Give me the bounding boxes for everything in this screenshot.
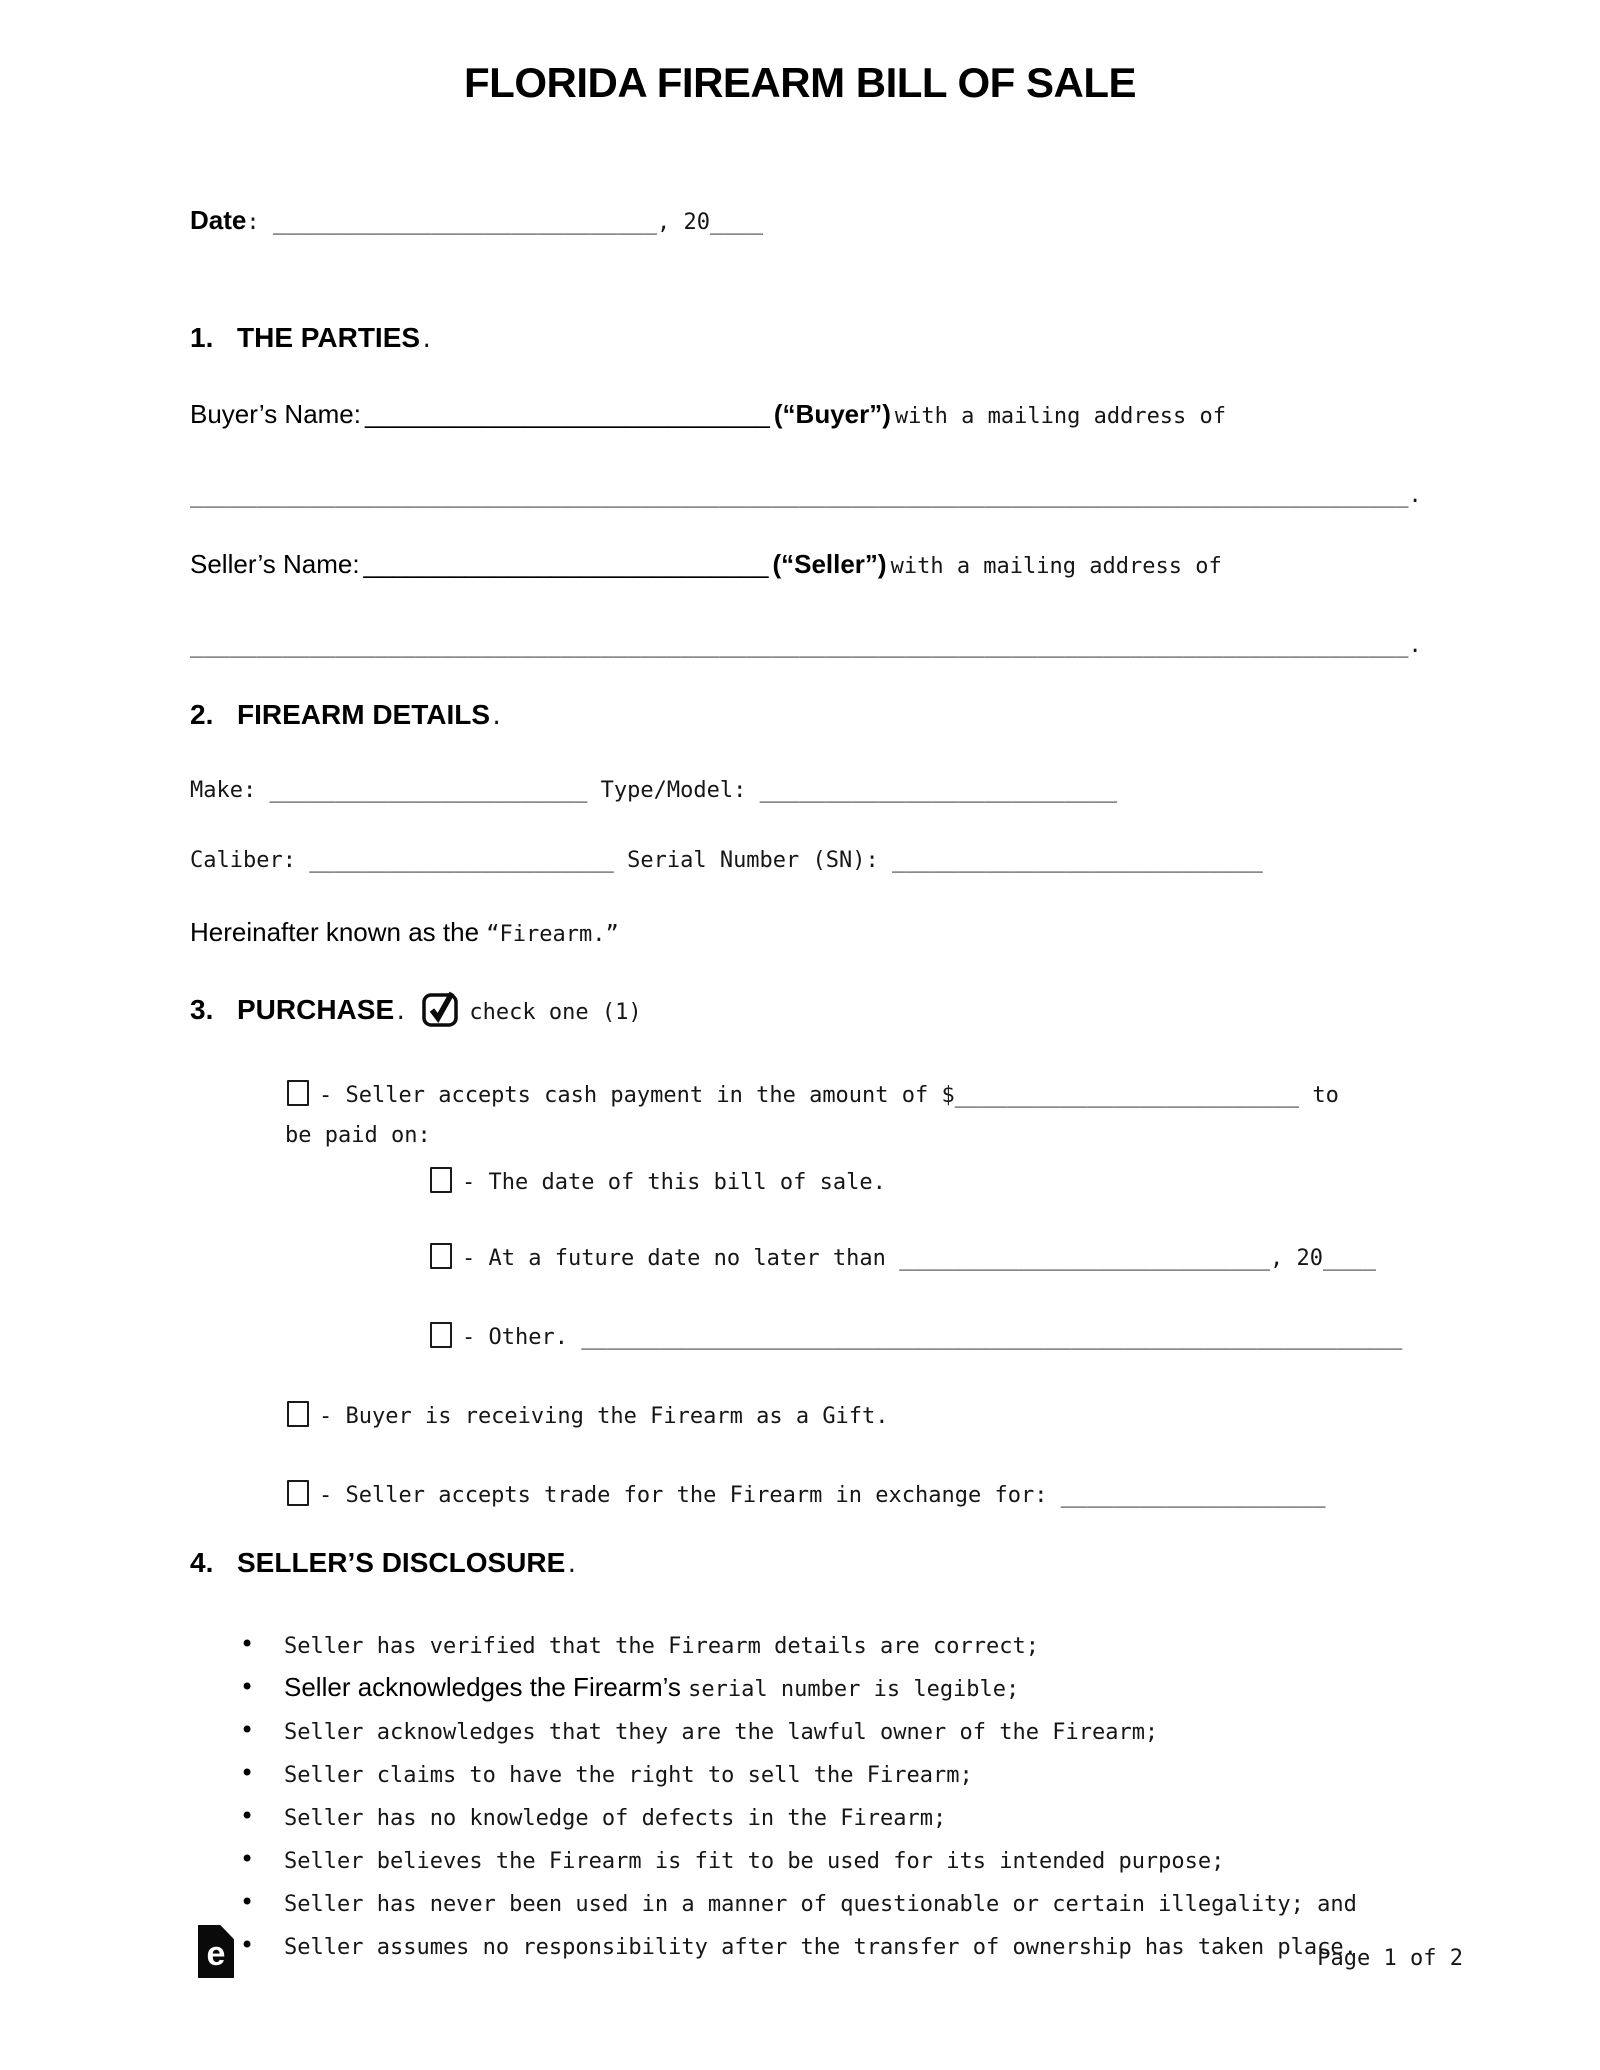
buyer-paren: (“Buyer”) xyxy=(773,399,891,429)
option-trade xyxy=(287,1480,1410,1511)
seller-address-blank: ____________________________________________________________________________________________. xyxy=(190,633,1422,658)
checkbox-icon xyxy=(430,1322,452,1348)
suboption-other xyxy=(430,1322,1410,1353)
caliber-label: Caliber: xyxy=(190,848,310,873)
date-label: Date xyxy=(190,205,247,235)
bullet-text: Seller has no knowledge of defects in the Firearm; xyxy=(284,1806,947,1831)
section-title: FIREARM DETAILS xyxy=(237,699,491,730)
option-trade-text: - Seller accepts trade for the Firearm in exchange for: xyxy=(319,1483,1061,1508)
bullet-icon: • xyxy=(240,1888,255,1916)
bullet-text: Seller assumes no responsibility after the transfer of ownership has taken place. xyxy=(284,1935,1357,1960)
section-number: 1. xyxy=(190,322,214,353)
bullet-icon: • xyxy=(240,1759,255,1787)
bullet-text: Seller believes the Firearm is fit to be used for its intended purpose; xyxy=(284,1849,1225,1874)
type-model-label: Type/Model: xyxy=(587,778,760,803)
logo-letter: e xyxy=(206,1935,226,1973)
make-blank: ________________________ xyxy=(269,778,588,803)
buyer-address-blank: ____________________________________________________________________________________________. xyxy=(190,483,1422,508)
future-date-blank: ____________________________ xyxy=(899,1246,1270,1271)
option-cash-text: - Seller accepts cash payment in the amount of $ xyxy=(319,1083,955,1108)
option-cash-text-line2: be paid on: xyxy=(285,1123,431,1148)
serial-number-label: Serial Number (SN): xyxy=(613,848,893,873)
bullet-icon: • xyxy=(240,1802,255,1830)
buyer-tail-text: with a mailing address of xyxy=(894,404,1227,429)
section-period: . xyxy=(565,1553,579,1578)
make-label: Make: xyxy=(190,778,270,803)
checkbox-icon xyxy=(430,1243,452,1269)
date-year-prefix: , 20 xyxy=(656,210,710,235)
bullet-text: Seller acknowledges that they are the lawful owner of the Firearm; xyxy=(284,1720,1159,1745)
disclosure-bullet-list xyxy=(190,1625,1410,1973)
page-title: FLORIDA FIREARM BILL OF SALE xyxy=(464,59,1136,106)
section-period: . xyxy=(490,705,504,730)
section-number: 2. xyxy=(190,699,214,730)
check-one-note: check one (1) xyxy=(469,1000,642,1025)
date-colon: : xyxy=(246,210,273,235)
date-line xyxy=(190,205,1410,240)
bullet-text: serial number is legible; xyxy=(688,1677,1020,1702)
make-type-line xyxy=(190,776,1410,806)
type-model-blank: ___________________________ xyxy=(759,778,1118,803)
buyer-name-blank: ____________________________ xyxy=(365,399,770,429)
suboption-future-text: - At a future date no later than xyxy=(462,1246,900,1271)
option-gift xyxy=(287,1401,1410,1432)
section-title: THE PARTIES xyxy=(237,322,421,353)
seller-name-blank: ____________________________ xyxy=(363,549,769,579)
section-number: 3. xyxy=(190,994,214,1025)
serial-number-blank: ____________________________ xyxy=(892,848,1263,873)
eforms-logo xyxy=(198,1925,234,1978)
disclosure-bullet xyxy=(190,1840,1410,1883)
other-blank: ______________________________________________________________ xyxy=(581,1325,1403,1350)
date-year-blank: ____ xyxy=(709,210,763,235)
section-period: . xyxy=(394,1000,408,1025)
checkbox-icon xyxy=(287,1401,309,1427)
bullet-icon: • xyxy=(240,1673,255,1701)
trade-blank: ____________________ xyxy=(1060,1483,1326,1508)
seller-name-label: Seller’s Name: xyxy=(190,549,360,579)
section-heading-firearm-details xyxy=(190,698,1410,735)
bullet-icon: • xyxy=(240,1630,255,1658)
disclosure-bullet xyxy=(190,1711,1410,1754)
future-year-prefix: , 20 xyxy=(1269,1246,1323,1271)
future-year-blank: ____ xyxy=(1322,1246,1376,1271)
section-title: SELLER’S DISCLOSURE xyxy=(237,1547,566,1578)
section-heading-purchase xyxy=(190,986,1410,1030)
checkbox-icon xyxy=(430,1167,452,1193)
seller-name-line xyxy=(190,548,1410,585)
hereinafter-text: Hereinafter known as the xyxy=(190,917,487,947)
section-heading-sellers-disclosure xyxy=(190,1546,1410,1583)
disclosure-bullet xyxy=(190,1625,1410,1668)
disclosure-bullet xyxy=(190,1797,1410,1840)
bullet-icon: • xyxy=(240,1845,255,1873)
checked-checkbox-icon xyxy=(421,986,461,1028)
section-number: 4. xyxy=(190,1547,214,1578)
buyer-name-line xyxy=(190,398,1410,435)
suboption-other-text: - Other. xyxy=(462,1325,582,1350)
disclosure-bullet xyxy=(190,1754,1410,1797)
date-blank: _____________________________ xyxy=(272,210,657,235)
bullet-icon: • xyxy=(240,1716,255,1744)
section-period: . xyxy=(420,328,434,353)
suboption-future-date xyxy=(430,1243,1410,1274)
bullet-text: Seller claims to have the right to sell the Firearm; xyxy=(284,1763,973,1788)
option-cash-payment xyxy=(287,1080,1410,1111)
disclosure-bullet xyxy=(190,1926,1410,1973)
section-title: PURCHASE xyxy=(237,994,395,1025)
caliber-serial-line xyxy=(190,846,1410,876)
cash-amount-blank: __________________________ xyxy=(954,1083,1300,1108)
option-gift-text: - Buyer is receiving the Firearm as a Gift. xyxy=(319,1404,889,1429)
suboption-date-text: - The date of this bill of sale. xyxy=(462,1170,886,1195)
suboption-date-of-sale xyxy=(430,1167,1410,1198)
disclosure-bullet xyxy=(190,1668,1410,1711)
checkbox-icon xyxy=(287,1080,309,1106)
section-heading-parties xyxy=(190,321,1410,358)
option-cash-tail: to xyxy=(1299,1083,1339,1108)
checkbox-icon xyxy=(287,1480,309,1506)
bullet-arial-text: Seller acknowledges the Firearm’s xyxy=(284,1672,689,1702)
page-number: Page 1 of 2 xyxy=(1317,1946,1463,1971)
firearm-term: “Firearm.” xyxy=(486,922,619,947)
bullet-text: Seller has never been used in a manner of questionable or certain illegality; and xyxy=(284,1892,1357,1917)
hereinafter-line xyxy=(190,916,1410,953)
caliber-blank: _______________________ xyxy=(309,848,614,873)
buyer-name-label: Buyer’s Name: xyxy=(190,399,361,429)
seller-paren: (“Seller”) xyxy=(772,549,887,579)
bullet-text: Seller has verified that the Firearm details are correct; xyxy=(284,1634,1039,1659)
disclosure-bullet xyxy=(190,1883,1410,1926)
bullet-icon: • xyxy=(240,1931,255,1959)
seller-tail-text: with a mailing address of xyxy=(890,554,1222,579)
